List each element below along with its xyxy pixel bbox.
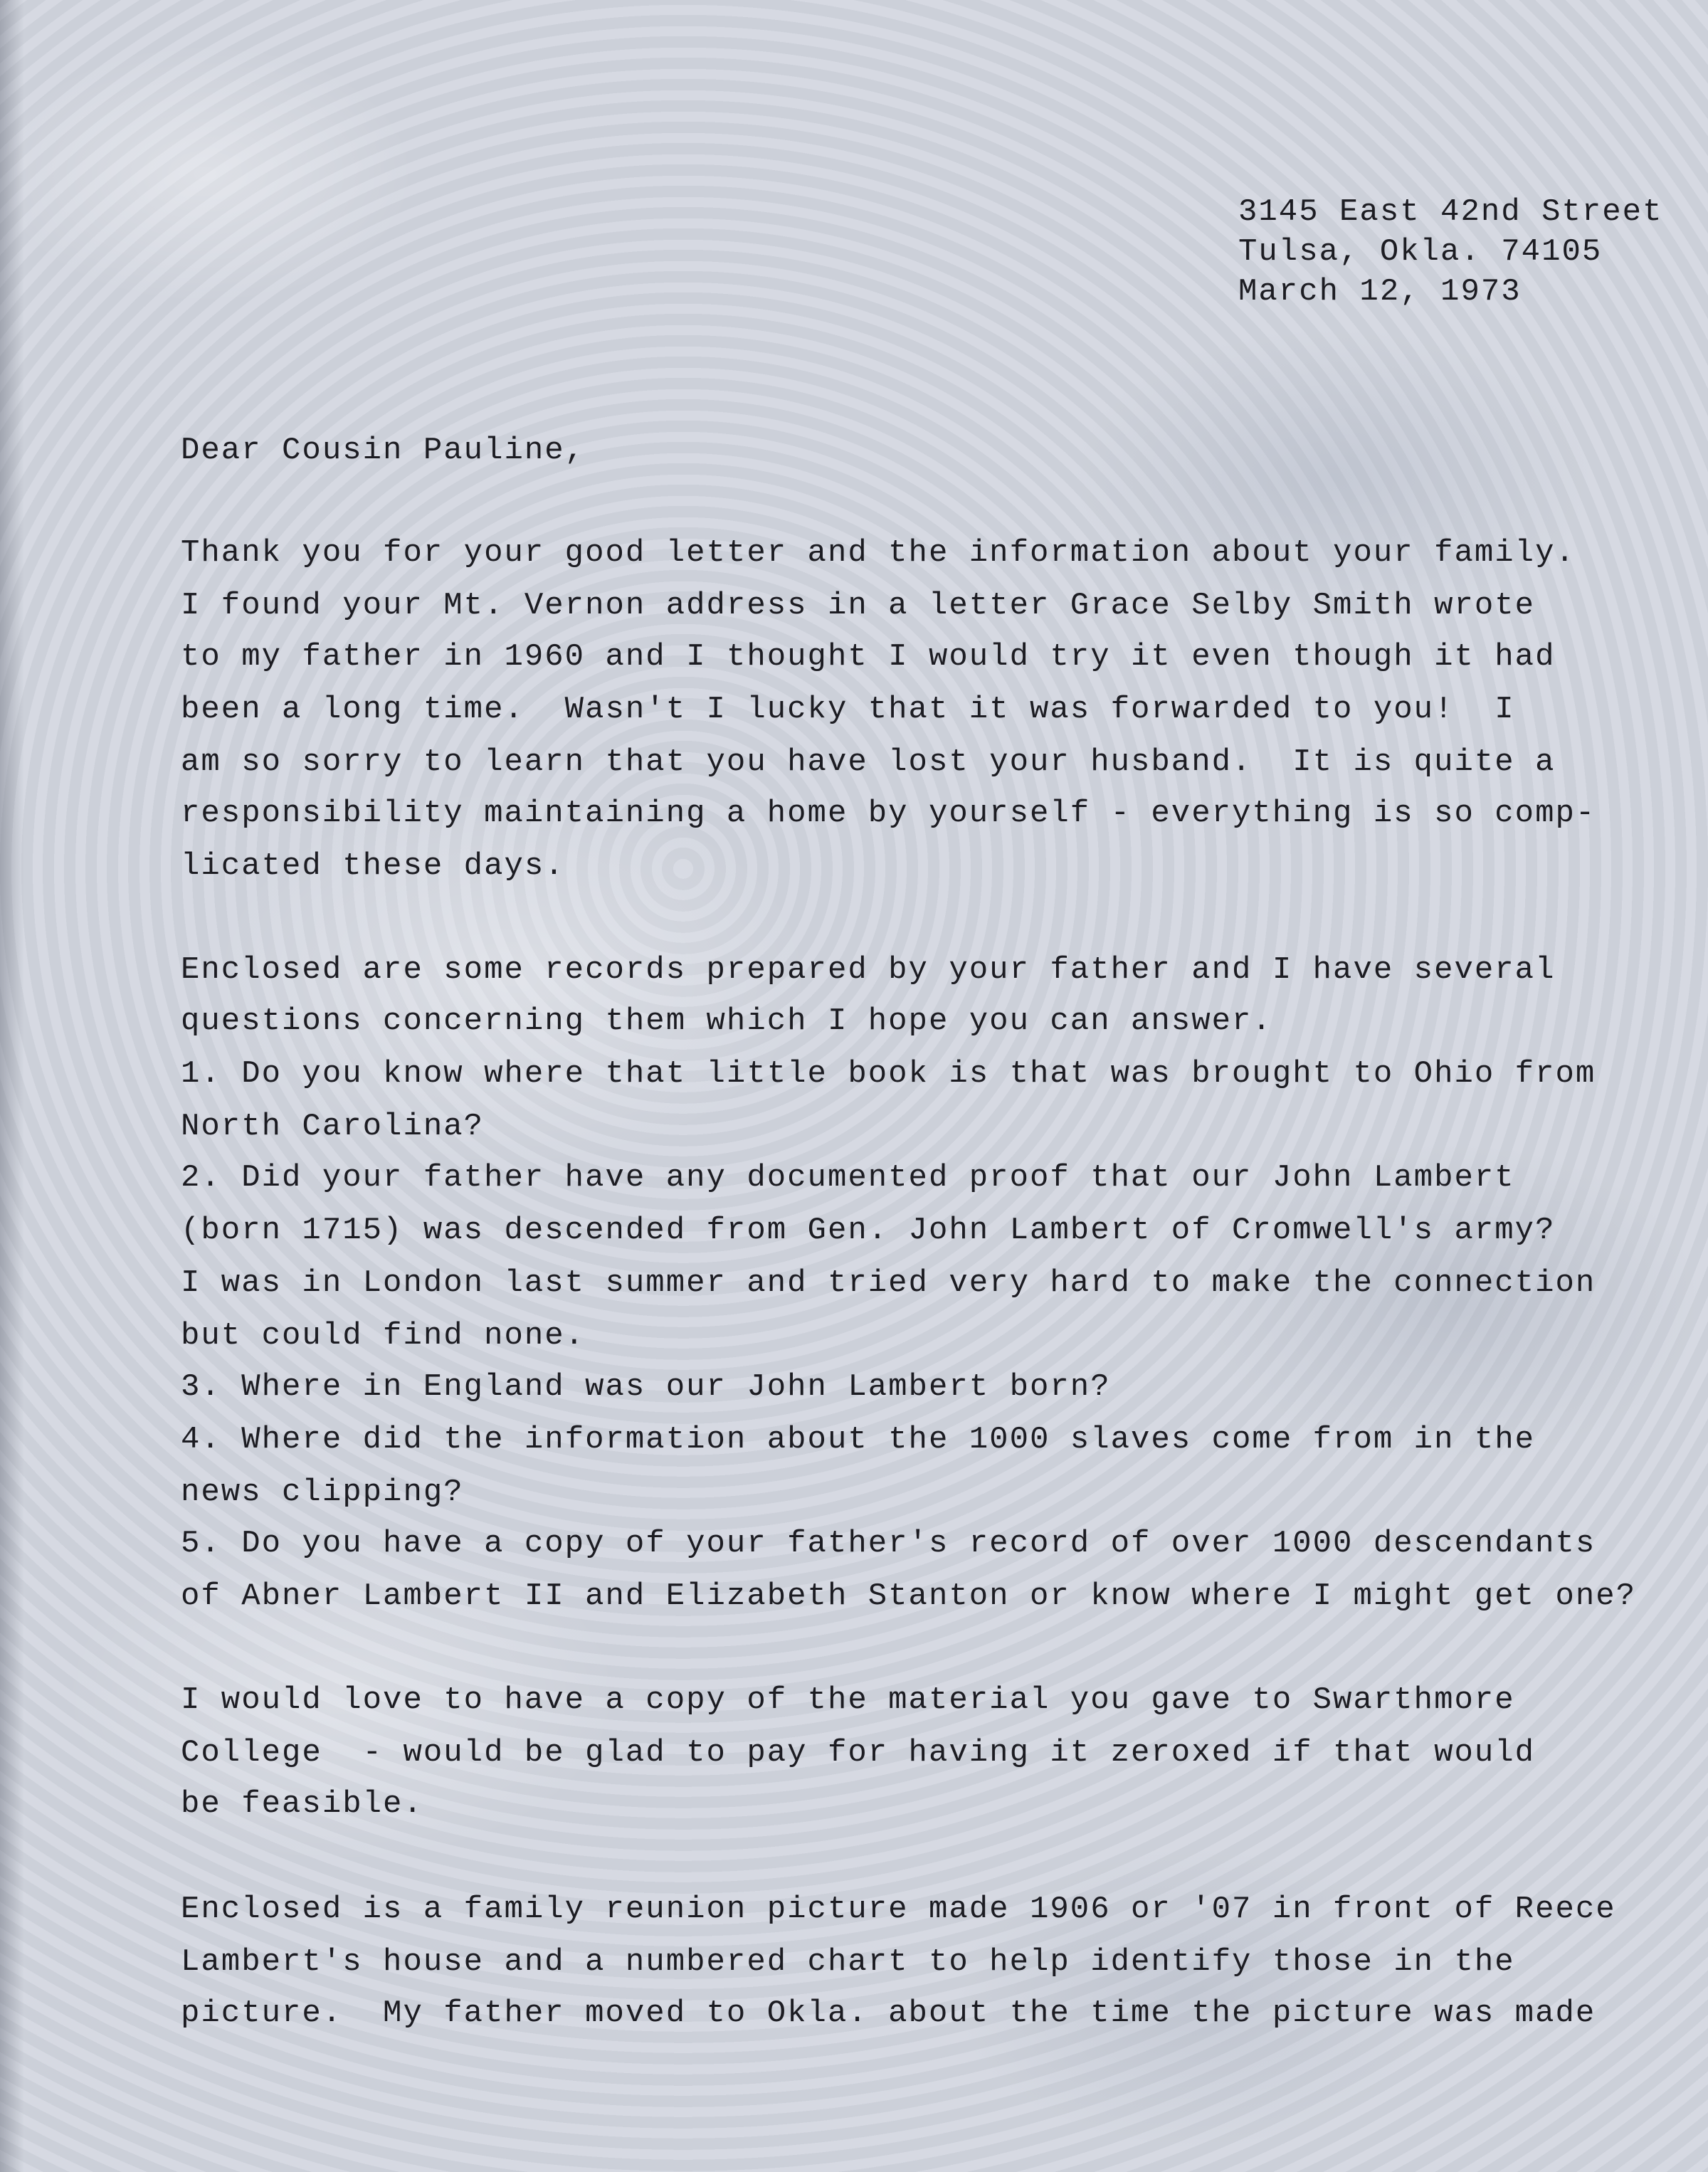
body-line: to my father in 1960 and I thought I would try it even though it had — [181, 639, 1556, 675]
letter-date: March 12, 1973 — [1238, 274, 1522, 310]
body-line: be feasible. — [181, 1786, 423, 1822]
body-line: questions concerning them which I hope you can answer. — [181, 1003, 1272, 1039]
body-line: responsibility maintaining a home by yourself - everything is so comp- — [181, 796, 1596, 831]
question-4-line: 4. Where did the information about the 1000 slaves come from in the — [181, 1422, 1536, 1457]
body-line: picture. My father moved to Okla. about the time the picture was made — [181, 1996, 1596, 2031]
body-line: College - would be glad to pay for having it zeroxed if that would — [181, 1735, 1536, 1771]
question-1-line: 1. Do you know where that little book is that was brought to Ohio from — [181, 1056, 1596, 1092]
question-1-line: North Carolina? — [181, 1109, 485, 1144]
page-edge-shadow — [0, 0, 24, 2172]
question-2-line: I was in London last summer and tried very hard to make the connection — [181, 1265, 1596, 1301]
question-2-line: (born 1715) was descended from Gen. John Lambert of Cromwell's army? — [181, 1213, 1556, 1248]
body-line: I found your Mt. Vernon address in a letter Grace Selby Smith wrote — [181, 588, 1536, 623]
return-address-line-2: Tulsa, Okla. 74105 — [1238, 234, 1603, 270]
question-3-line: 3. Where in England was our John Lambert born? — [181, 1369, 1111, 1405]
body-line: Enclosed are some records prepared by your father and I have several — [181, 952, 1556, 988]
question-4-line: news clipping? — [181, 1475, 464, 1510]
body-line: I would love to have a copy of the material you gave to Swarthmore — [181, 1682, 1515, 1718]
question-2-line: but could find none. — [181, 1318, 586, 1354]
return-address-line-1: 3145 East 42nd Street — [1238, 194, 1663, 230]
body-line: am so sorry to learn that you have lost your husband. It is quite a — [181, 744, 1556, 780]
body-line: licated these days. — [181, 848, 565, 884]
salutation: Dear Cousin Pauline, — [181, 433, 586, 468]
question-2-line: 2. Did your father have any documented proof that our John Lambert — [181, 1160, 1515, 1196]
body-line: been a long time. Wasn't I lucky that it was forwarded to you! I — [181, 692, 1515, 727]
body-line: Lambert's house and a numbered chart to help identify those in the — [181, 1944, 1515, 1980]
body-line: Enclosed is a family reunion picture made 1906 or '07 in front of Reece — [181, 1892, 1616, 1927]
question-5-line: 5. Do you have a copy of your father's record of over 1000 descendants — [181, 1526, 1596, 1561]
question-5-line: of Abner Lambert II and Elizabeth Stanton or know where I might get one? — [181, 1578, 1637, 1614]
body-line: Thank you for your good letter and the information about your family. — [181, 535, 1576, 571]
